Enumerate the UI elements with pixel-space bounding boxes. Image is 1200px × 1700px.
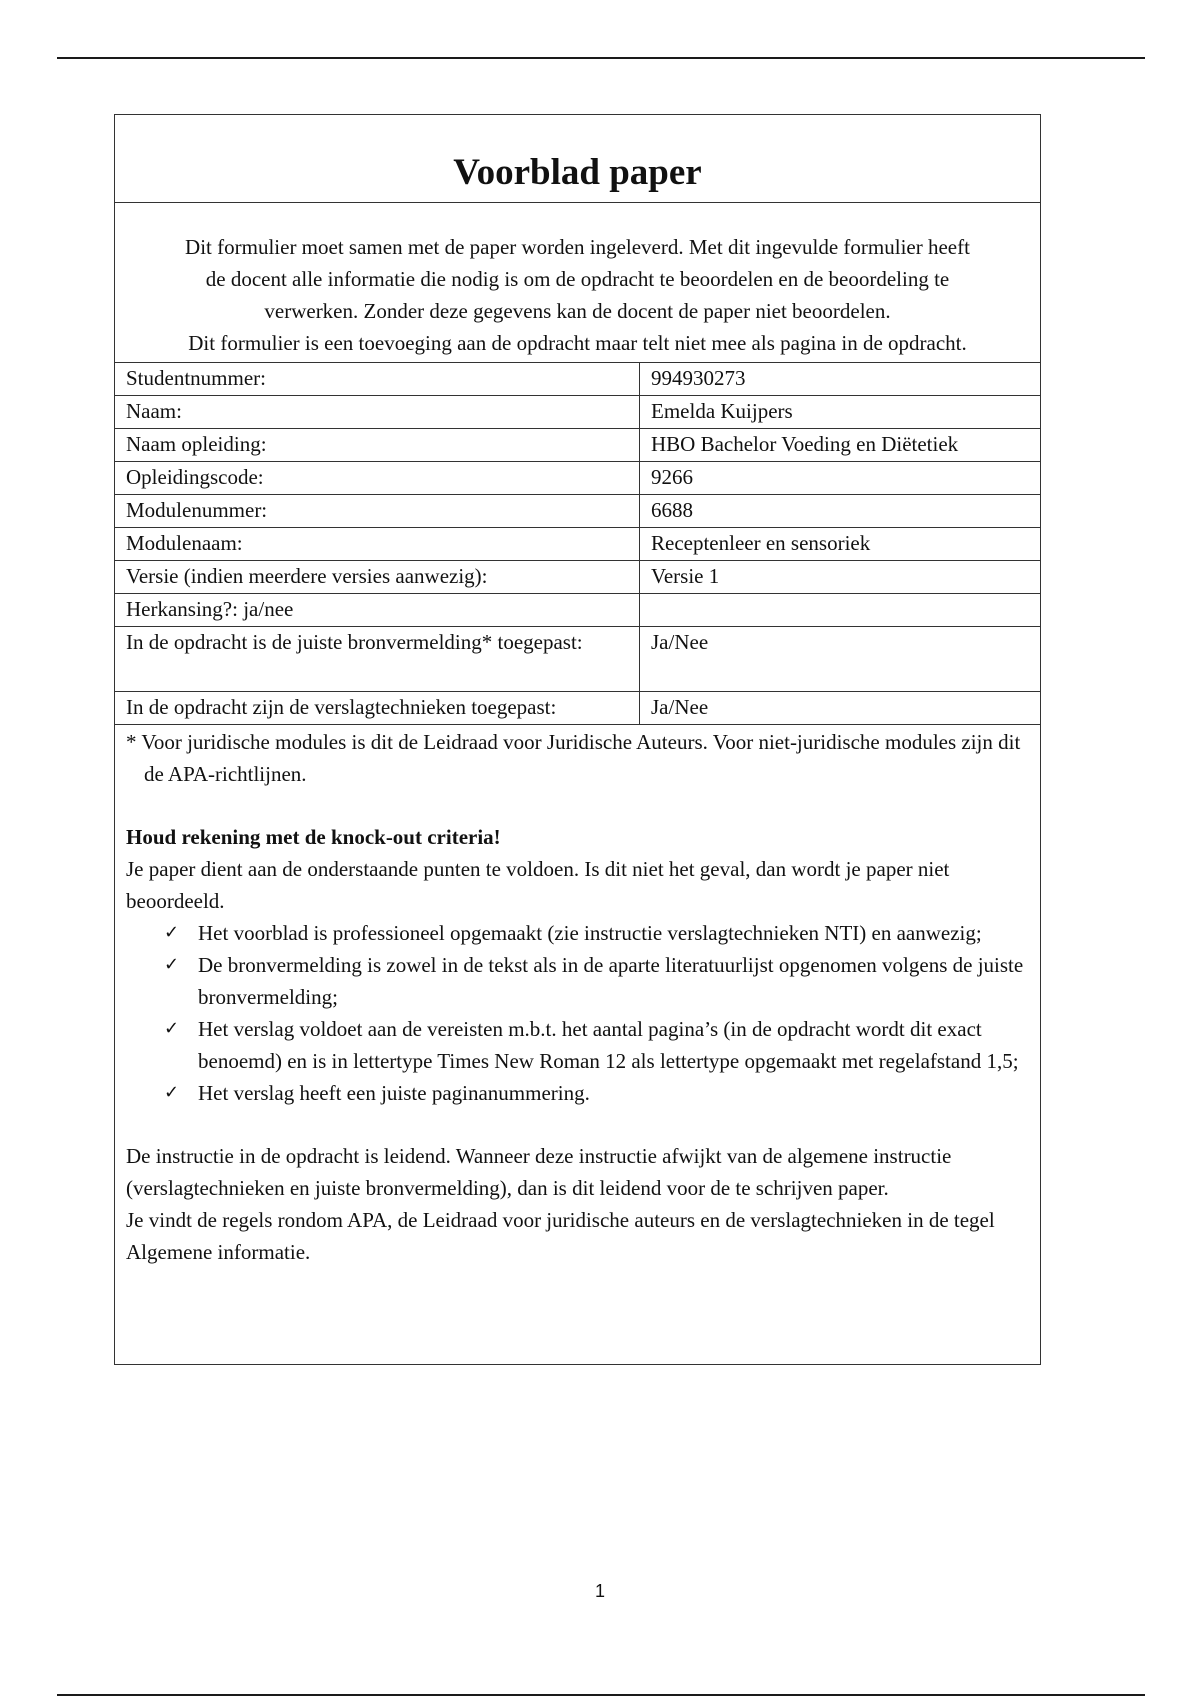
checkmark-icon: ✓ [164, 922, 180, 943]
row-naam [115, 396, 1040, 429]
field-label: In de opdracht zijn de verslagtechnieken toegepast: [115, 692, 640, 724]
list-item [126, 917, 1030, 949]
field-value [640, 594, 1040, 626]
footer-rule [57, 1694, 1145, 1696]
checkmark-icon: ✓ [164, 1018, 180, 1039]
field-value: Receptenleer en sensoriek [651, 531, 871, 555]
criterion-text: De bronvermelding is zowel in de tekst als in de aparte literatuurlijst opgenomen volgens de juiste bronvermelding; [198, 953, 1024, 1009]
intro-line: Dit formulier moet samen met de paper worden ingeleverd. Met dit ingevulde formulier heeft [185, 235, 970, 259]
knockout-intro: Je paper dient aan de onderstaande punten te voldoen. Is dit niet het geval, dan wordt je paper niet beoordeeld. [126, 857, 950, 913]
knockout-criteria-list [126, 917, 1030, 1109]
footnote: * Voor juridische modules is dit de Leidraad voor Juridische Auteurs. Voor niet-juridische modules zijn dit de APA-richtlijnen. [126, 730, 1021, 786]
field-label: Naam: [115, 396, 640, 428]
knockout-heading: Houd rekening met de knock-out criteria! [126, 825, 501, 849]
field-value: 994930273 [651, 366, 746, 390]
field-label: Herkansing?: ja/nee [115, 594, 640, 626]
field-value: 6688 [651, 498, 693, 522]
intro-line: de docent alle informatie die nodig is om de opdracht te beoordelen en de beoordeling te [205, 267, 950, 291]
row-modulenaam [115, 528, 1040, 561]
row-studentnummer [115, 363, 1040, 396]
field-value: Versie 1 [651, 564, 720, 588]
field-label: Opleidingscode: [115, 462, 640, 494]
field-label: Naam opleiding: [115, 429, 640, 461]
intro-line: Dit formulier is een toevoeging aan de opdracht maar telt niet mee als pagina in de opdracht. [188, 331, 967, 355]
page-number: 1 [594, 1581, 605, 1601]
field-label: In de opdracht is de juiste bronvermelding* toegepast: [115, 627, 640, 691]
row-versie [115, 561, 1040, 594]
criterion-text: Het verslag voldoet aan de vereisten m.b.t. het aantal pagina’s (in de opdracht wordt dit exact benoemd) en is in lettertype Times New Roman 12 als lettertype opgemaakt met regelafstand 1,5; [198, 1017, 1019, 1073]
checkmark-icon: ✓ [164, 954, 180, 975]
row-verslagtechnieken [115, 692, 1040, 725]
list-item [126, 1013, 1030, 1077]
field-label: Studentnummer: [115, 363, 640, 395]
row-opleidingscode [115, 462, 1040, 495]
field-value: Ja/Nee [651, 630, 709, 654]
criterion-text: Het verslag heeft een juiste paginanummering. [198, 1081, 590, 1105]
checkmark-icon: ✓ [164, 1082, 180, 1103]
instructions [126, 726, 1030, 1268]
row-herkansing [115, 594, 1040, 627]
cover-form [114, 114, 1041, 1365]
field-value: HBO Bachelor Voeding en Diëtetiek [651, 432, 959, 456]
field-value: Ja/Nee [651, 695, 709, 719]
closing-paragraph: De instructie in de opdracht is leidend. Wanneer deze instructie afwijkt van de algemene instructie (verslagtechnieken en juiste bronvermelding), dan is dit leidend voor de te schrijven paper. [126, 1144, 952, 1200]
intro-text [115, 231, 1040, 359]
row-bronvermelding [115, 627, 1040, 692]
page-title: Voorblad paper [115, 115, 1040, 203]
field-value: 9266 [651, 465, 693, 489]
intro-line: verwerken. Zonder deze gegevens kan de docent de paper niet beoordelen. [264, 299, 891, 323]
header-rule [57, 57, 1145, 59]
list-item [126, 1077, 1030, 1109]
row-naam-opleiding [115, 429, 1040, 462]
closing-paragraph: Je vindt de regels rondom APA, de Leidraad voor juridische auteurs en de verslagtechnieken in de tegel Algemene informatie. [126, 1208, 995, 1264]
field-label: Versie (indien meerdere versies aanwezig): [115, 561, 640, 593]
field-value: Emelda Kuijpers [651, 399, 793, 423]
student-info-table [115, 362, 1040, 725]
list-item [126, 949, 1030, 1013]
field-label: Modulenaam: [115, 528, 640, 560]
criterion-text: Het voorblad is professioneel opgemaakt (zie instructie verslagtechnieken NTI) en aanwezig; [198, 921, 982, 945]
field-label: Modulenummer: [115, 495, 640, 527]
row-modulenummer [115, 495, 1040, 528]
